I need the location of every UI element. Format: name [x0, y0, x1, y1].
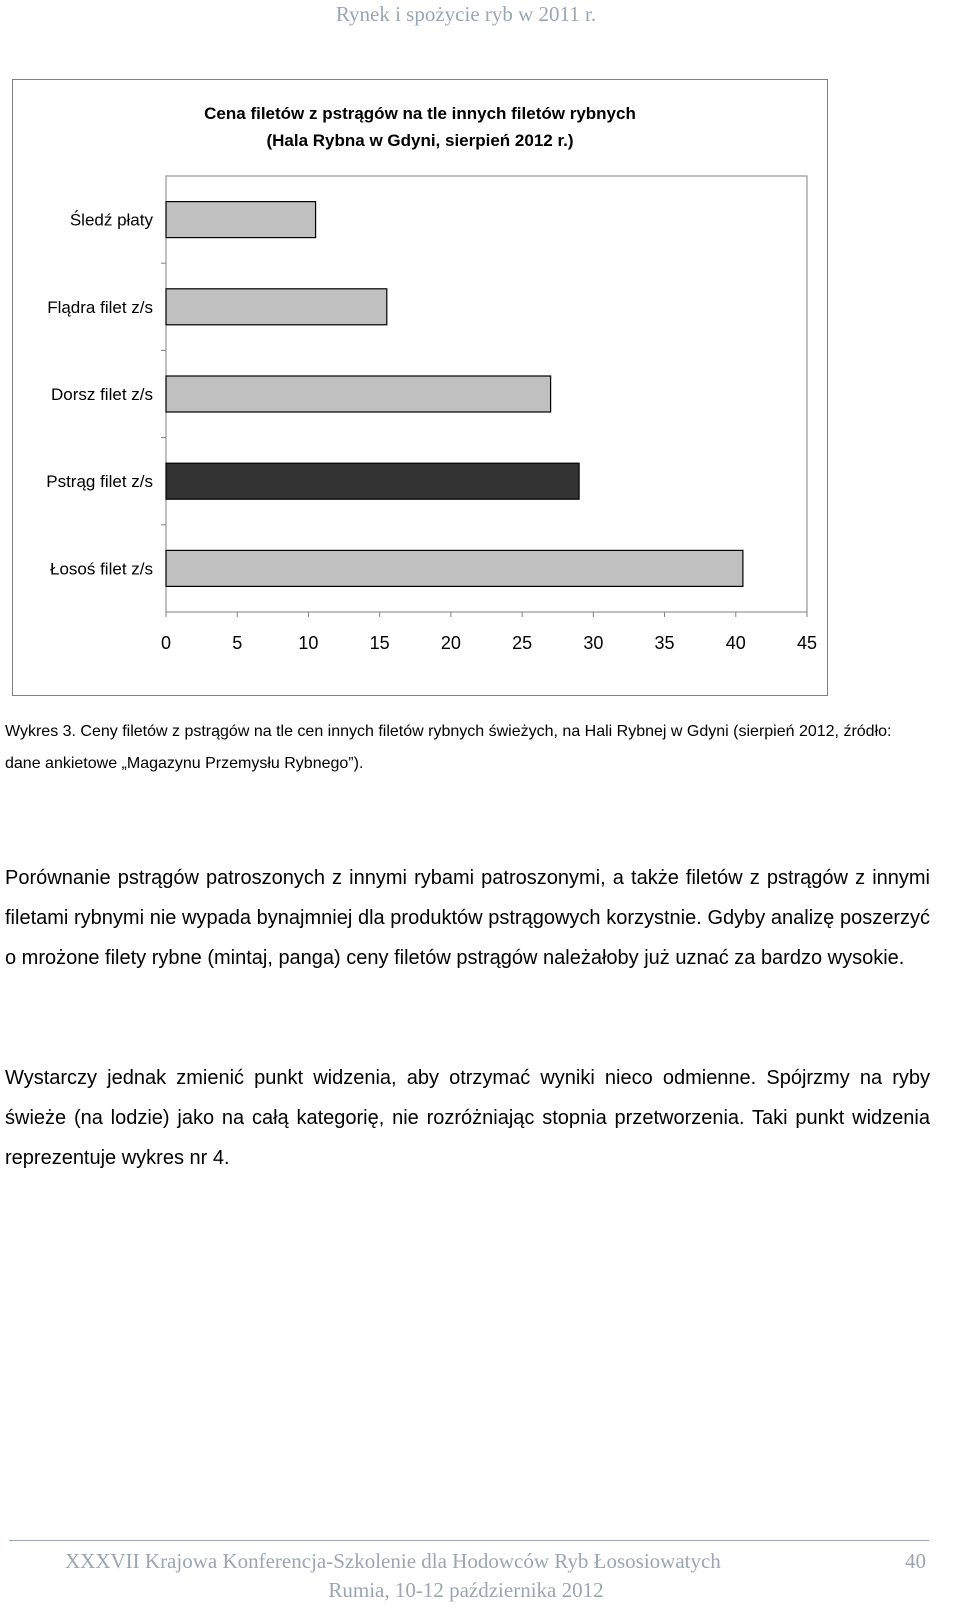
- bar: [166, 289, 387, 325]
- x-tick-label: 20: [440, 633, 461, 653]
- bar-chart: [13, 80, 827, 695]
- x-tick-label: 10: [298, 633, 319, 653]
- bar: [166, 463, 579, 499]
- chart-title-line1: Cena filetów z pstrągów na tle innych filetów rybnych: [204, 104, 636, 123]
- x-tick-label: 35: [654, 633, 675, 653]
- footer-location-date: Rumia, 10-12 października 2012: [328, 1578, 604, 1602]
- y-tick-label: Pstrąg filet z/s: [46, 472, 153, 492]
- paragraph-1: Porównanie pstrągów patroszonych z innymi rybami patroszonymi, a także filetów z pstrągów z innymi filetami rybnymi nie wypada bynajmniej dla produktów pstrągowych korzystnie. Gdyby analizę poszerzyć o mrożone filety rybne (mintaj, panga) ceny filetów pstrągów należałoby już uznać za bardzo wysokie.: [5, 867, 930, 969]
- figure-caption: Wykres 3. Ceny filetów z pstrągów na tle cen innych filetów rybnych świeżych, na Hali Rybnej w Gdyni (sierpień 2012, źródło: dane ankietowe „Magazynu Przemysłu Rybnego”).: [5, 723, 892, 772]
- x-tick-label: 15: [369, 633, 390, 653]
- y-tick-label: Śledź płaty: [69, 210, 153, 230]
- chart-title-line2: (Hala Rybna w Gdyni, sierpień 2012 r.): [266, 131, 574, 150]
- paragraph-2: Wystarczy jednak zmienić punkt widzenia, aby otrzymać wyniki nieco odmienne. Spójrzmy na ryby świeże (na lodzie) jako na całą kategorię, nie rozróżniając stopnia przetworzenia. Taki punkt widzenia reprezentuje wykres nr 4.: [5, 1067, 930, 1169]
- footer-rule: [9, 1540, 929, 1541]
- x-tick-label: 25: [512, 633, 533, 653]
- chart-container: [12, 79, 828, 696]
- bar: [166, 376, 551, 412]
- x-tick-label: 5: [232, 633, 243, 653]
- x-tick-label: 45: [796, 633, 818, 653]
- bar: [166, 550, 743, 586]
- footer-conference: XXXVII Krajowa Konferencja-Szkolenie dla Hodowców Ryb Łososiowatych: [65, 1549, 721, 1573]
- x-tick-label: 0: [160, 633, 172, 653]
- bar: [166, 202, 316, 238]
- x-tick-label: 40: [725, 633, 746, 653]
- y-tick-label: Dorsz filet z/s: [50, 385, 153, 404]
- page-number: 40: [905, 1549, 926, 1573]
- y-tick-label: Łosoś filet z/s: [50, 559, 153, 579]
- running-header: Rynek i spożycie ryb w 2011 r.: [335, 2, 597, 26]
- x-tick-label: 30: [583, 633, 604, 653]
- y-tick-label: Flądra filet z/s: [47, 297, 153, 317]
